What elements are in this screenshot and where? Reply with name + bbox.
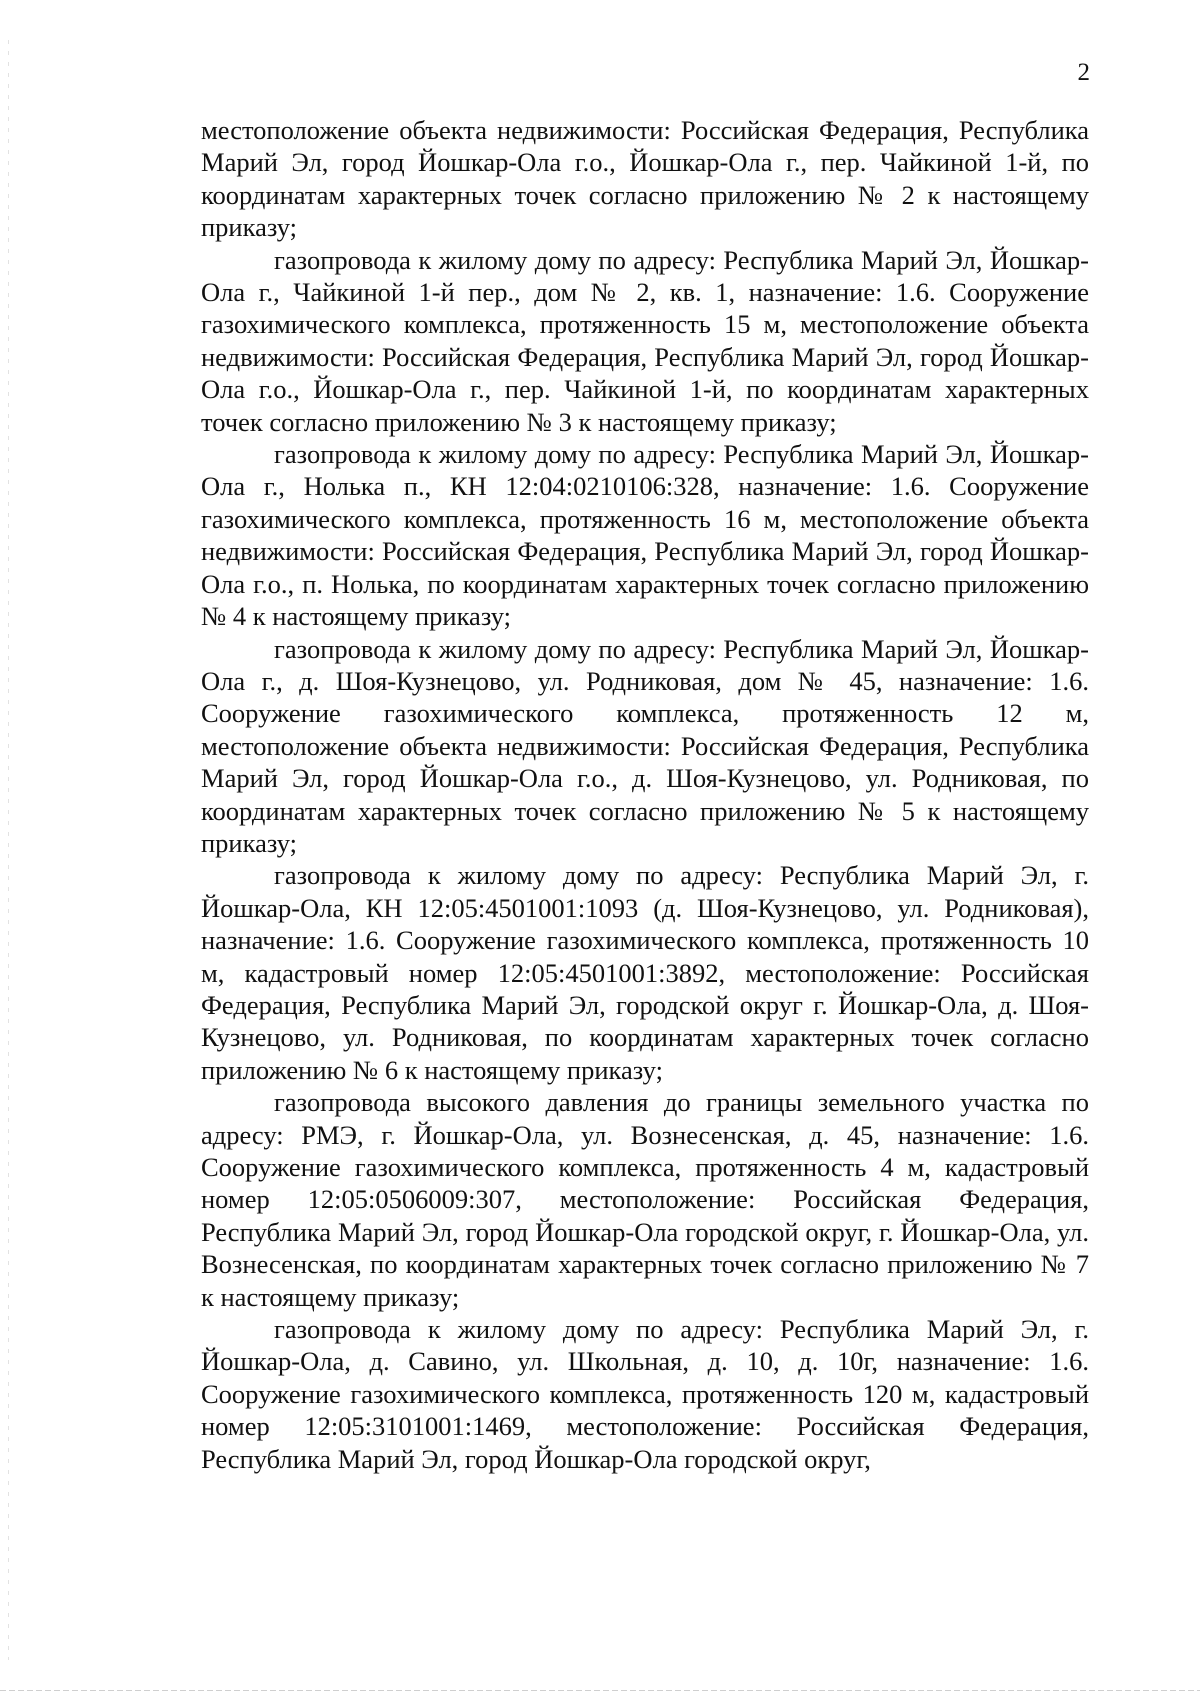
scan-bottom-edge [0, 1690, 1200, 1691]
paragraph: газопровода к жилому дому по адресу: Республика Марий Эл, Йошкар-Ола г., д. Шоя-Кузнецово, ул. Родниковая, дом № 45, назначение: 1.6. Сооружение газохимического комплекса, протяженность 12 м, местоположение объекта недвижимости: Российская Федерация, Республика Марий Эл, город Йошкар-Ола г.о., д. Шоя-Кузнецово, ул. Родниковая, по координатам характерных точек согласно приложению № 5 к настоящему приказу; [201, 633, 1089, 858]
paragraph: газопровода высокого давления до границы земельного участка по адресу: РМЭ, г. Йошкар-Ола, ул. Вознесенская, д. 45, назначение: 1.6. Сооружение газохимического комплекса, протяженность 4 м, кадастровый номер 12:05:0506009:307, местоположение: Российская Федерация, Республика Марий Эл, город Йошкар-Ола городской округ, г. Йошкар-Ола, ул. Вознесенская, по координатам характерных точек согласно приложению № 7 к настоящему приказу; [201, 1087, 1089, 1312]
paragraph: газопровода к жилому дому по адресу: Республика Марий Эл, г. Йошкар-Ола, д. Савино, ул. Школьная, д. 10, д. 10г, назначение: 1.6. Сооружение газохимического комплекса, протяженность 120 м, кадастровый номер 12:05:3101001:1469, местоположение: Российская Федерация, Республика Марий Эл, город Йошкар-Ола городской округ, [201, 1314, 1089, 1474]
scan-edge-artifact [8, 40, 9, 1660]
document-body [201, 114, 1089, 1475]
paragraph: газопровода к жилому дому по адресу: Республика Марий Эл, Йошкар-Ола г., Нолька п., КН 12:04:0210106:328, назначение: 1.6. Сооружение газохимического комплекса, протяженность 16 м, местоположение объекта недвижимости: Российская Федерация, Республика Марий Эл, город Йошкар-Ола г.о., п. Нолька, по координатам характерных точек согласно приложению № 4 к настоящему приказу; [201, 439, 1089, 632]
paragraph: местоположение объекта недвижимости: Российская Федерация, Республика Марий Эл, город Йошкар-Ола г.о., Йошкар-Ола г., пер. Чайкиной 1-й, по координатам характерных точек согласно приложению № 2 к настоящему приказу; [201, 115, 1089, 243]
paragraph: газопровода к жилому дому по адресу: Республика Марий Эл, Йошкар-Ола г., Чайкиной 1-й пер., дом № 2, кв. 1, назначение: 1.6. Сооружение газохимического комплекса, протяженность 15 м, местоположение объекта недвижимости: Российская Федерация, Республика Марий Эл, город Йошкар-Ола г.о., Йошкар-Ола г., пер. Чайкиной 1-й, по координатам характерных точек согласно приложению № 3 к настоящему приказу; [201, 244, 1089, 437]
page-number: 2 [1077, 59, 1090, 86]
paragraph: газопровода к жилому дому по адресу: Республика Марий Эл, г. Йошкар-Ола, КН 12:05:4501001:1093 (д. Шоя-Кузнецово, ул. Родниковая), назначение: 1.6. Сооружение газохимического комплекса, протяженность 10 м, кадастровый номер 12:05:4501001:3892, местоположение: Российская Федерация, Республика Марий Эл, городской округ г. Йошкар-Ола, д. Шоя-Кузнецово, ул. Родниковая, по координатам характерных точек согласно приложению № 6 к настоящему приказу; [201, 860, 1089, 1085]
